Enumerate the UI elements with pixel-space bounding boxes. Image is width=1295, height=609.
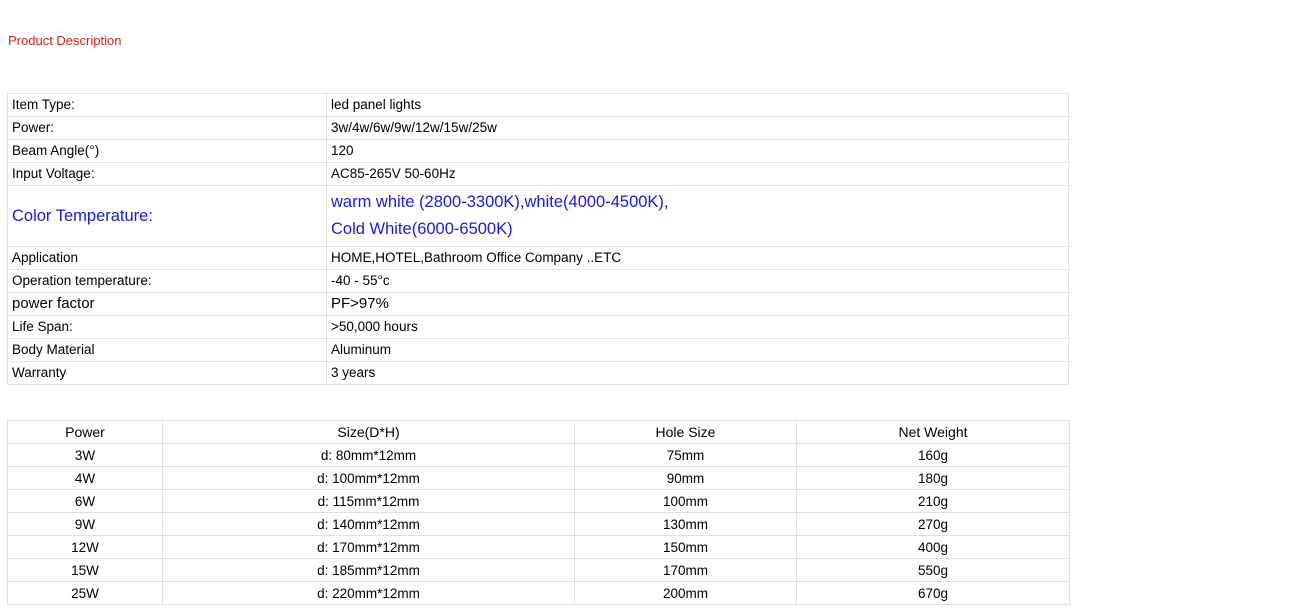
column-header-power: Power — [8, 421, 163, 444]
cell-size: d: 220mm*12mm — [163, 582, 575, 605]
cell-net-weight: 550g — [797, 559, 1070, 582]
cell-net-weight: 210g — [797, 490, 1070, 513]
spec-value-life-span: >50,000 hours — [327, 316, 1069, 339]
spec-value-body-material: Aluminum — [327, 339, 1069, 362]
cell-power: 3W — [8, 444, 163, 467]
spec-value-item-type: led panel lights — [327, 94, 1069, 117]
column-header-size: Size(D*H) — [163, 421, 575, 444]
cell-hole-size: 130mm — [575, 513, 797, 536]
table-header-row — [8, 421, 1070, 444]
spec-label-body-material: Body Material — [8, 339, 327, 362]
cell-hole-size: 100mm — [575, 490, 797, 513]
table-row — [8, 186, 1069, 247]
spec-label-application: Application — [8, 247, 327, 270]
cell-size: d: 100mm*12mm — [163, 467, 575, 490]
spec-label-warranty: Warranty — [8, 362, 327, 385]
specification-table — [7, 93, 1069, 385]
table-row — [8, 270, 1069, 293]
cell-hole-size: 90mm — [575, 467, 797, 490]
cell-size: d: 80mm*12mm — [163, 444, 575, 467]
table-row — [8, 513, 1070, 536]
table-row — [8, 490, 1070, 513]
spec-value-beam-angle: 120 — [327, 140, 1069, 163]
cell-power: 6W — [8, 490, 163, 513]
table-row — [8, 362, 1069, 385]
table-row — [8, 582, 1070, 605]
table-row — [8, 467, 1070, 490]
spec-value-power-factor: PF>97% — [327, 293, 1069, 316]
spec-value-warranty: 3 years — [327, 362, 1069, 385]
table-row — [8, 247, 1069, 270]
spec-label-input-voltage: Input Voltage: — [8, 163, 327, 186]
table-row — [8, 163, 1069, 186]
spec-label-operation-temperature: Operation temperature: — [8, 270, 327, 293]
page-title: Product Description — [8, 33, 122, 48]
spec-label-item-type: Item Type: — [8, 94, 327, 117]
spec-value-color-temperature — [327, 186, 1069, 247]
color-temperature-line-1: warm white (2800-3300K),white(4000-4500K), — [331, 193, 669, 211]
spec-value-input-voltage: AC85-265V 50-60Hz — [327, 163, 1069, 186]
cell-net-weight: 270g — [797, 513, 1070, 536]
table-row — [8, 339, 1069, 362]
cell-power: 15W — [8, 559, 163, 582]
table-row — [8, 559, 1070, 582]
table-row — [8, 536, 1070, 559]
cell-hole-size: 75mm — [575, 444, 797, 467]
table-row — [8, 117, 1069, 140]
cell-size: d: 185mm*12mm — [163, 559, 575, 582]
spec-value-power: 3w/4w/6w/9w/12w/15w/25w — [327, 117, 1069, 140]
spec-label-color-temperature: Color Temperature: — [8, 186, 327, 247]
cell-net-weight: 160g — [797, 444, 1070, 467]
spec-label-beam-angle: Beam Angle(°) — [8, 140, 327, 163]
table-row — [8, 444, 1070, 467]
size-specification-table — [7, 420, 1070, 605]
cell-hole-size: 170mm — [575, 559, 797, 582]
cell-net-weight: 670g — [797, 582, 1070, 605]
cell-hole-size: 200mm — [575, 582, 797, 605]
cell-power: 9W — [8, 513, 163, 536]
cell-net-weight: 180g — [797, 467, 1070, 490]
cell-hole-size: 150mm — [575, 536, 797, 559]
spec-label-power-factor: power factor — [8, 293, 327, 316]
column-header-hole-size: Hole Size — [575, 421, 797, 444]
cell-power: 12W — [8, 536, 163, 559]
spec-label-life-span: Life Span: — [8, 316, 327, 339]
spec-value-application: HOME,HOTEL,Bathroom Office Company ..ETC — [327, 247, 1069, 270]
table-row — [8, 293, 1069, 316]
table-row — [8, 94, 1069, 117]
cell-size: d: 115mm*12mm — [163, 490, 575, 513]
color-temperature-line-2: Cold White(6000-6500K) — [331, 220, 513, 238]
table-row — [8, 140, 1069, 163]
spec-label-power: Power: — [8, 117, 327, 140]
spec-value-operation-temperature: -40 - 55°c — [327, 270, 1069, 293]
cell-power: 4W — [8, 467, 163, 490]
cell-net-weight: 400g — [797, 536, 1070, 559]
cell-size: d: 140mm*12mm — [163, 513, 575, 536]
cell-power: 25W — [8, 582, 163, 605]
column-header-net-weight: Net Weight — [797, 421, 1070, 444]
table-row — [8, 316, 1069, 339]
cell-size: d: 170mm*12mm — [163, 536, 575, 559]
